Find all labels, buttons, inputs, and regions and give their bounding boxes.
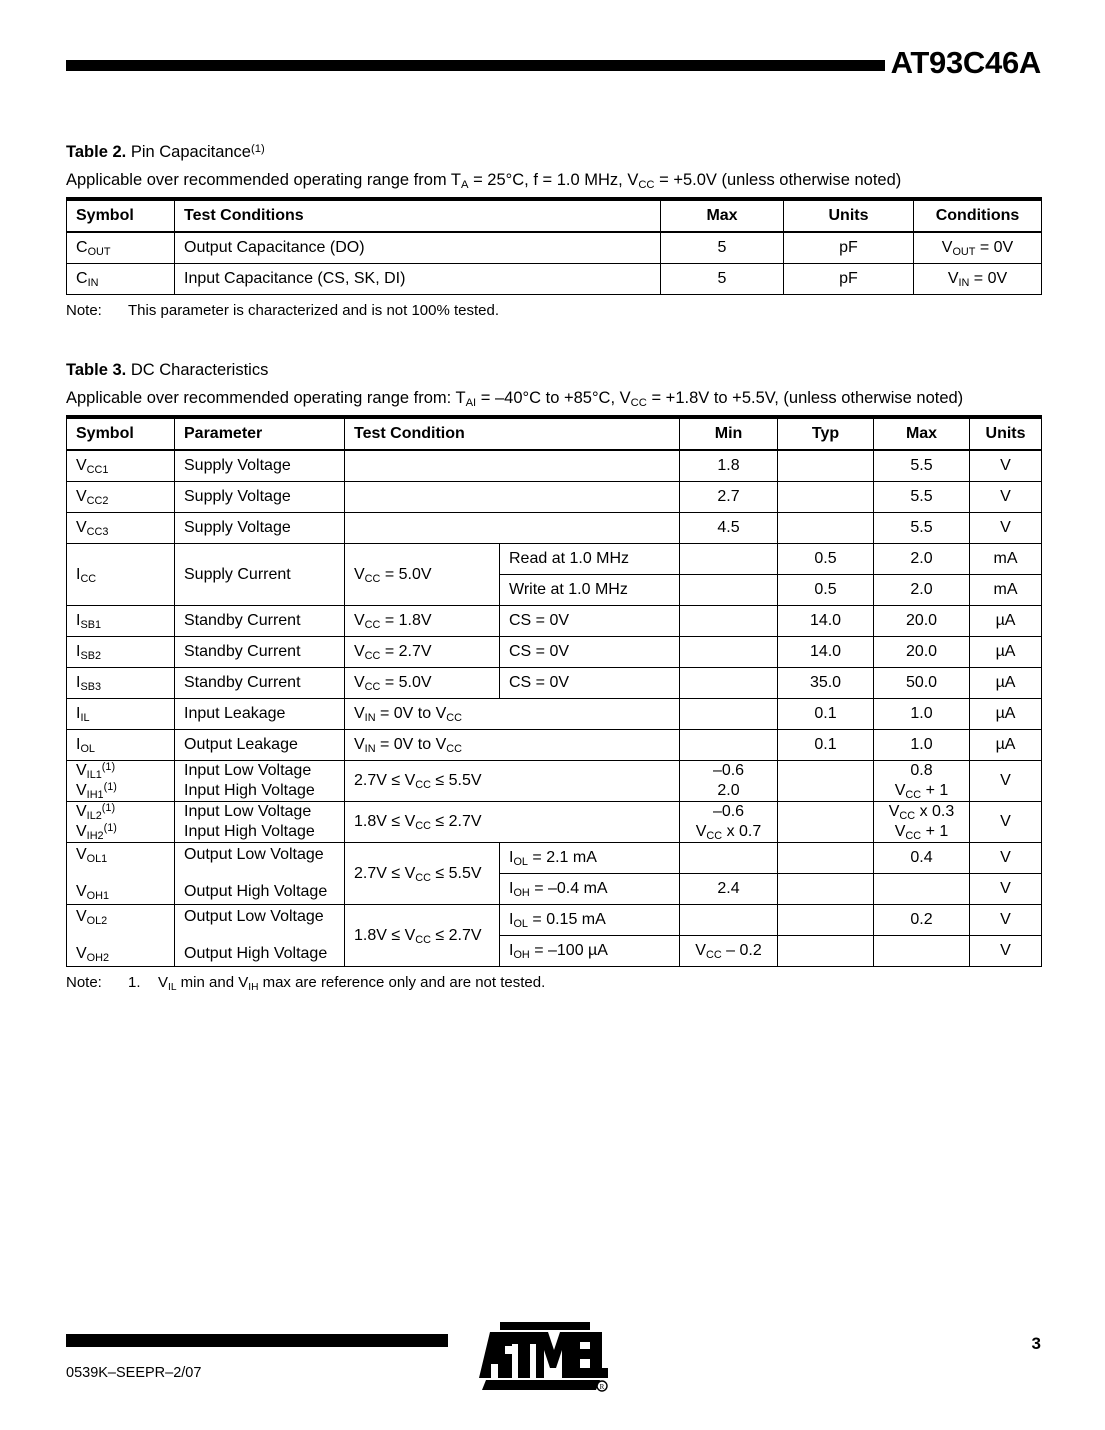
table2-note-label: Note:: [66, 302, 102, 319]
row-parameter: Input Leakage: [175, 699, 345, 730]
row-test-condition: $V_{CC} = 5.0V$: [345, 544, 500, 606]
page-header: [66, 42, 1041, 82]
min-line-2: 2.0: [717, 782, 740, 799]
symbol-line-1: $V_{IL2}^{(1)}$: [76, 802, 116, 823]
row-min: [680, 637, 778, 668]
table2-col-symbol: Symbol: [67, 199, 175, 232]
row-units: µA: [970, 637, 1042, 668]
pin-capacitance-table: [66, 197, 1042, 295]
row-units: V: [970, 482, 1042, 513]
table-row: [67, 730, 1042, 761]
row-max: 2.0: [874, 575, 970, 606]
row-typ: [778, 513, 874, 544]
row-max: 20.0: [874, 637, 970, 668]
symbol-line-2: $V_{IH2}^{(1)}$: [76, 822, 117, 843]
row-max: [874, 802, 970, 843]
row-parameter: Supply Voltage: [175, 450, 345, 482]
parameter-line-2: Input High Voltage: [184, 782, 315, 799]
table3-note: [66, 974, 1041, 994]
header-rule: [66, 60, 885, 71]
table2-col-conditions: Conditions: [914, 199, 1042, 232]
parameter-line-spacer: [184, 865, 335, 882]
table2-header-row: [67, 199, 1042, 232]
row-test-condition: $2.7V \le V_{CC} \le 5.5V$: [345, 761, 680, 802]
table-row: [67, 905, 1042, 936]
row-min: [680, 606, 778, 637]
parameter-line-1: Input Low Voltage: [184, 762, 312, 779]
table3-col-min: Min: [680, 417, 778, 450]
row-test-condition-sub: $I_{OH} = -0.4$ mA: [500, 874, 680, 905]
row-test-condition: [345, 513, 680, 544]
row-test-condition: $V_{CC} = 1.8V$: [345, 606, 500, 637]
row-min: [680, 575, 778, 606]
row-test-condition-sub: Read at 1.0 MHz: [500, 544, 680, 575]
row-min: [680, 802, 778, 843]
table3-title: DC Characteristics: [130, 361, 269, 379]
table2-cell-conditions: $V_{OUT} = 0V$: [914, 232, 1042, 264]
atmel-logo-icon: [478, 1320, 608, 1396]
row-units: V: [970, 936, 1042, 967]
row-parameter: Supply Current: [175, 544, 345, 606]
parameter-line-1: Output Low Voltage: [184, 846, 324, 863]
row-units: V: [970, 450, 1042, 482]
row-typ: 0.5: [778, 544, 874, 575]
page-footer: [66, 1325, 1041, 1415]
svg-text:R: R: [599, 1383, 605, 1392]
row-symbol-vil2-vih2: [67, 802, 175, 843]
table3-col-units: Units: [970, 417, 1042, 450]
row-parameter: [175, 761, 345, 802]
parameter-line-2: Output High Voltage: [184, 883, 328, 900]
row-max: 5.5: [874, 450, 970, 482]
symbol-line-spacer: [76, 865, 165, 882]
table2-title: Pin Capacitance: [130, 143, 251, 161]
row-max: 20.0: [874, 606, 970, 637]
table3-col-parameter: Parameter: [175, 417, 345, 450]
parameter-line-1: Output Low Voltage: [184, 908, 324, 925]
row-test-condition: $1.8V \le V_{CC} \le 2.7V$: [345, 802, 680, 843]
row-test-condition: $2.7V \le V_{CC} \le 5.5V$: [345, 843, 500, 905]
section-gap: [66, 319, 1041, 361]
page-title: AT93C46A: [890, 44, 1041, 80]
row-typ: 35.0: [778, 668, 874, 699]
row-symbol-isb3: $I_{SB3}$: [67, 668, 175, 699]
max-line-2: $V_{CC} + 1$: [894, 782, 949, 802]
parameter-line-2: Input High Voltage: [184, 823, 315, 840]
row-min: 4.5: [680, 513, 778, 544]
table3-subtitle-p1: Applicable over recommended operating range from: T: [66, 389, 466, 407]
parameter-line-2: Output High Voltage: [184, 945, 328, 962]
symbol-line-2: $V_{IH1}^{(1)}$: [76, 781, 117, 802]
symbol-line-spacer: [76, 927, 165, 944]
table2-cell-test-conditions: Input Capacitance (CS, SK, DI): [175, 264, 661, 295]
table-row: [67, 482, 1042, 513]
row-min: [680, 905, 778, 936]
row-units: mA: [970, 544, 1042, 575]
row-max: 1.0: [874, 699, 970, 730]
row-test-condition: $V_{CC} = 2.7V$: [345, 637, 500, 668]
row-min: $V_{CC} - 0.2$: [680, 936, 778, 967]
table3-note-label: Note:: [66, 974, 102, 991]
table2-label: Table 2.: [66, 143, 127, 161]
table2-caption: [66, 143, 1041, 162]
table-row: [67, 761, 1042, 802]
table3-caption: [66, 361, 1041, 380]
table2-subtitle: [66, 171, 1041, 190]
table-row: [67, 802, 1042, 843]
row-test-condition-sub: CS = 0V: [500, 637, 680, 668]
row-test-condition: [345, 482, 680, 513]
row-symbol-iol: $I_{OL}$: [67, 730, 175, 761]
row-parameter: Standby Current: [175, 637, 345, 668]
row-max: 50.0: [874, 668, 970, 699]
min-line-1: –0.6: [712, 762, 745, 779]
symbol-line-2: $V_{OH2}$: [76, 945, 110, 965]
row-parameter: [175, 905, 345, 967]
row-typ: [778, 874, 874, 905]
row-symbol-vcc1: $V_{CC1}$: [67, 450, 175, 482]
row-typ: 14.0: [778, 606, 874, 637]
row-parameter: Supply Voltage: [175, 513, 345, 544]
table-row: [67, 513, 1042, 544]
row-units: V: [970, 843, 1042, 874]
row-min: [680, 544, 778, 575]
table2-col-max: Max: [661, 199, 784, 232]
row-typ: 0.1: [778, 730, 874, 761]
table3-subtitle-sub2: CC: [630, 397, 647, 410]
symbol-line-2: $V_{OH1}$: [76, 883, 110, 903]
row-test-condition: $V_{CC} = 5.0V$: [345, 668, 500, 699]
table-row: [67, 843, 1042, 874]
row-typ: [778, 936, 874, 967]
page-number: 3: [1031, 1334, 1041, 1353]
symbol-line-1: $V_{OL2}$: [76, 908, 108, 928]
row-parameter: [175, 843, 345, 905]
row-test-condition: $1.8V \le V_{CC} \le 2.7V$: [345, 905, 500, 967]
row-max: [874, 761, 970, 802]
row-max: 2.0: [874, 544, 970, 575]
table2-cell-symbol: $C_{IN}$: [67, 264, 175, 295]
row-min: [680, 761, 778, 802]
table2-subtitle-p2: = 25°C, f = 1.0 MHz, V: [468, 171, 639, 189]
row-min: [680, 730, 778, 761]
row-typ: 0.5: [778, 575, 874, 606]
table2-subtitle-p1: Applicable over recommended operating range from T: [66, 171, 461, 189]
max-line-1: 0.8: [910, 762, 933, 779]
row-min: [680, 699, 778, 730]
table-row: [67, 699, 1042, 730]
table-row: [67, 232, 1042, 264]
row-units: V: [970, 802, 1042, 843]
symbol-line-1: $V_{OL1}$: [76, 846, 108, 866]
row-test-condition-sub: CS = 0V: [500, 668, 680, 699]
row-symbol-vcc2: $V_{CC2}$: [67, 482, 175, 513]
row-units: V: [970, 513, 1042, 544]
row-units: V: [970, 874, 1042, 905]
row-parameter: [175, 802, 345, 843]
row-typ: [778, 905, 874, 936]
row-symbol-isb1: $I_{SB1}$: [67, 606, 175, 637]
row-units: µA: [970, 668, 1042, 699]
table3-subtitle: [66, 389, 1041, 408]
table3-col-symbol: Symbol: [67, 417, 175, 450]
table3-note-text: $V_{IL}$ min and $V_{IH}$ max are reference only and are not tested.: [158, 974, 546, 994]
table2-cell-max: 5: [661, 232, 784, 264]
row-typ: 0.1: [778, 699, 874, 730]
row-max: 1.0: [874, 730, 970, 761]
row-typ: 14.0: [778, 637, 874, 668]
row-units: mA: [970, 575, 1042, 606]
row-parameter: Standby Current: [175, 606, 345, 637]
row-symbol-vcc3: $V_{CC3}$: [67, 513, 175, 544]
row-test-condition-sub: CS = 0V: [500, 606, 680, 637]
row-max: [874, 936, 970, 967]
table-row: [67, 668, 1042, 699]
row-test-condition-sub: $I_{OH} = -100$ µA: [500, 936, 680, 967]
row-parameter: Output Leakage: [175, 730, 345, 761]
row-symbol-vol1-voh1: [67, 843, 175, 905]
row-symbol-isb2: $I_{SB2}$: [67, 637, 175, 668]
row-typ: [778, 450, 874, 482]
table2-cell-test-conditions: Output Capacitance (DO): [175, 232, 661, 264]
table2-note-text: This parameter is characterized and is not 100% tested.: [128, 302, 500, 319]
table3-subtitle-p3: = +1.8V to +5.5V, (unless otherwise noted): [646, 389, 964, 407]
row-symbol-icc: $I_{CC}$: [67, 544, 175, 606]
row-units: V: [970, 905, 1042, 936]
row-parameter: Supply Voltage: [175, 482, 345, 513]
table3-col-max: Max: [874, 417, 970, 450]
table2-col-test-conditions: Test Conditions: [175, 199, 661, 232]
row-symbol-iil: $I_{IL}$: [67, 699, 175, 730]
table3-col-typ: Typ: [778, 417, 874, 450]
parameter-line-spacer: [184, 927, 335, 944]
row-test-condition: $V_{IN} = 0V$ to $V_{CC}$: [345, 730, 680, 761]
parameter-line-1: Input Low Voltage: [184, 803, 312, 820]
row-test-condition: $V_{IN} = 0V$ to $V_{CC}$: [345, 699, 680, 730]
row-typ: [778, 843, 874, 874]
table3-subtitle-sub1: AI: [465, 397, 477, 410]
row-max: 5.5: [874, 513, 970, 544]
table-row: [67, 637, 1042, 668]
table-row: [67, 606, 1042, 637]
dc-characteristics-table: [66, 415, 1042, 967]
row-test-condition: [345, 450, 680, 482]
min-line-2: $V_{CC}$ x 0.7: [695, 823, 762, 843]
row-max: 0.4: [874, 843, 970, 874]
table2-subtitle-sub2: CC: [638, 179, 655, 192]
table3-col-test-condition: Test Condition: [345, 417, 680, 450]
row-symbol-vil1-vih1: [67, 761, 175, 802]
table2-cell-conditions: $V_{IN} = 0V$: [914, 264, 1042, 295]
row-min: 2.7: [680, 482, 778, 513]
row-units: µA: [970, 606, 1042, 637]
table2-cell-symbol: $C_{OUT}$: [67, 232, 175, 264]
table-row: [67, 544, 1042, 575]
symbol-line-1: $V_{IL1}^{(1)}$: [76, 761, 116, 782]
max-line-1: $V_{CC}$ x 0.3: [888, 803, 955, 823]
table3-label: Table 3.: [66, 361, 127, 379]
table2-title-note-ref: (1): [250, 142, 265, 155]
row-parameter: Standby Current: [175, 668, 345, 699]
row-symbol-vol2-voh2: [67, 905, 175, 967]
row-typ: [778, 802, 874, 843]
table2-cell-units: pF: [784, 264, 914, 295]
row-min: 1.8: [680, 450, 778, 482]
row-max: 5.5: [874, 482, 970, 513]
table-row: [67, 264, 1042, 295]
row-min: 2.4: [680, 874, 778, 905]
row-units: V: [970, 761, 1042, 802]
table2-subtitle-sub1: A: [461, 179, 469, 192]
table2-subtitle-p3: = +5.0V (unless otherwise noted): [654, 171, 902, 189]
row-typ: [778, 482, 874, 513]
min-line-1: –0.6: [712, 803, 745, 820]
row-test-condition-sub: $I_{OL} = 2.1$ mA: [500, 843, 680, 874]
table2-cell-max: 5: [661, 264, 784, 295]
row-max: [874, 874, 970, 905]
row-typ: [778, 761, 874, 802]
table2-cell-units: pF: [784, 232, 914, 264]
table3-subtitle-p2: = –40°C to +85°C, V: [476, 389, 631, 407]
max-line-2: $V_{CC} + 1$: [894, 823, 949, 843]
table2-col-units: Units: [784, 199, 914, 232]
row-min: [680, 668, 778, 699]
row-max: 0.2: [874, 905, 970, 936]
row-units: µA: [970, 699, 1042, 730]
table2-note: [66, 302, 1041, 319]
footer-rule: [66, 1334, 448, 1347]
row-units: µA: [970, 730, 1042, 761]
table3-note-number: 1.: [128, 974, 141, 991]
table-row: [67, 450, 1042, 482]
table3-header-row: [67, 417, 1042, 450]
document-code: 0539K–SEEPR–2/07: [66, 1365, 202, 1381]
page-content: [66, 142, 1041, 994]
row-test-condition-sub: Write at 1.0 MHz: [500, 575, 680, 606]
row-test-condition-sub: $I_{OL} = 0.15$ mA: [500, 905, 680, 936]
row-min: [680, 843, 778, 874]
